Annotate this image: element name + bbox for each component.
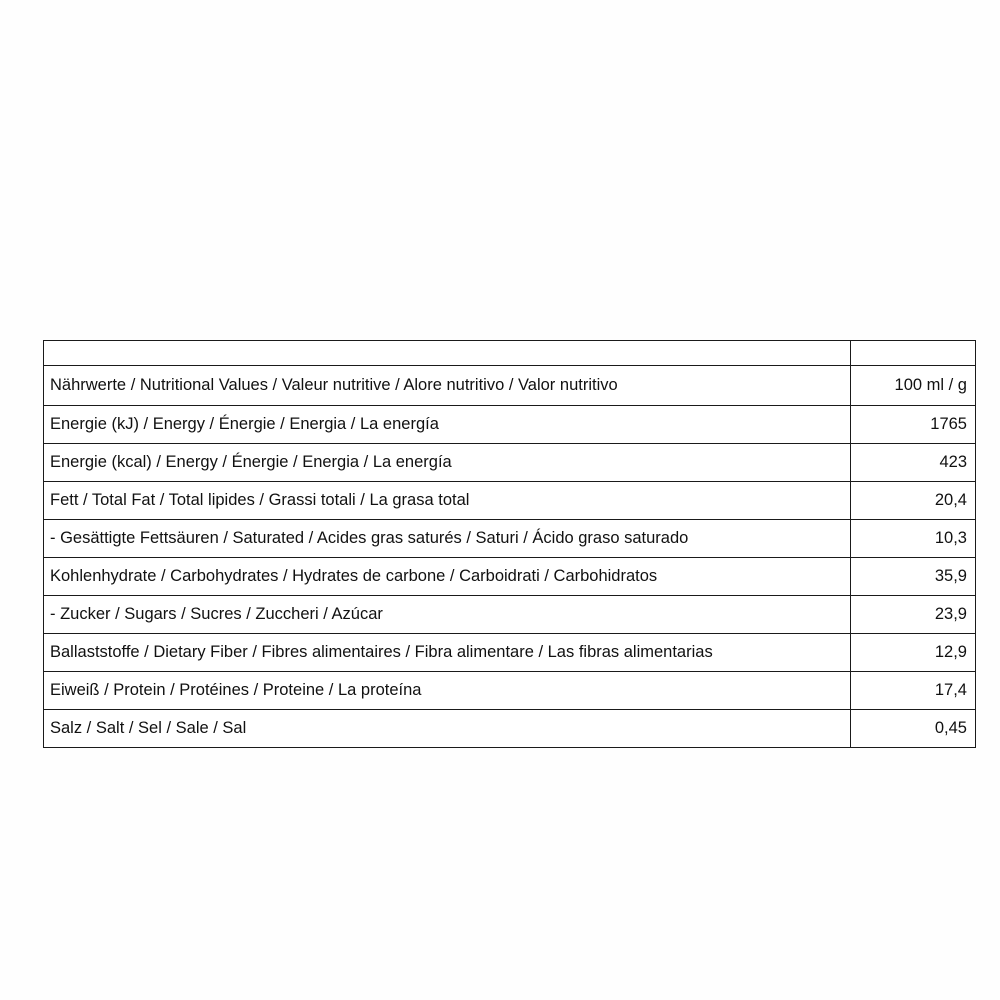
row-value-carbohydrates: 35,9 (851, 558, 976, 596)
row-value-saturated-fat: 10,3 (851, 520, 976, 558)
table-row (44, 634, 976, 672)
table-spacer-row (44, 341, 976, 366)
row-label-protein: Eiweiß / Protein / Protéines / Proteine / La proteína (44, 672, 851, 710)
header-value-cell: 100 ml / g (851, 366, 976, 406)
row-label-dietary-fiber: Ballaststoffe / Dietary Fiber / Fibres alimentaires / Fibra alimentare / Las fibras alimentarias (44, 634, 851, 672)
table-row (44, 710, 976, 748)
row-label-salt: Salz / Salt / Sel / Sale / Sal (44, 710, 851, 748)
table-row (44, 482, 976, 520)
spacer-value-cell (851, 341, 976, 366)
row-label-energy-kj: Energie (kJ) / Energy / Énergie / Energia / La energía (44, 406, 851, 444)
table-row (44, 558, 976, 596)
nutrition-facts-table (43, 340, 976, 748)
row-value-sugars: 23,9 (851, 596, 976, 634)
row-label-carbohydrates: Kohlenhydrate / Carbohydrates / Hydrates de carbone / Carboidrati / Carbohidratos (44, 558, 851, 596)
row-label-sugars: - Zucker / Sugars / Sucres / Zuccheri / Azúcar (44, 596, 851, 634)
row-value-dietary-fiber: 12,9 (851, 634, 976, 672)
row-label-energy-kcal: Energie (kcal) / Energy / Énergie / Energia / La energía (44, 444, 851, 482)
header-label-cell: Nährwerte / Nutritional Values / Valeur nutritive / Alore nutritivo / Valor nutritivo (44, 366, 851, 406)
table-row (44, 444, 976, 482)
row-value-total-fat: 20,4 (851, 482, 976, 520)
table-row (44, 672, 976, 710)
row-label-saturated-fat: - Gesättigte Fettsäuren / Saturated / Acides gras saturés / Saturi / Ácido graso saturado (44, 520, 851, 558)
row-value-protein: 17,4 (851, 672, 976, 710)
row-label-total-fat: Fett / Total Fat / Total lipides / Grassi totali / La grasa total (44, 482, 851, 520)
row-value-salt: 0,45 (851, 710, 976, 748)
table-header-row (44, 366, 976, 406)
nutrition-table-container (43, 340, 967, 748)
nutrition-table-body (44, 341, 976, 748)
table-row (44, 520, 976, 558)
table-row (44, 596, 976, 634)
row-value-energy-kcal: 423 (851, 444, 976, 482)
row-value-energy-kj: 1765 (851, 406, 976, 444)
table-row (44, 406, 976, 444)
spacer-label-cell (44, 341, 851, 366)
